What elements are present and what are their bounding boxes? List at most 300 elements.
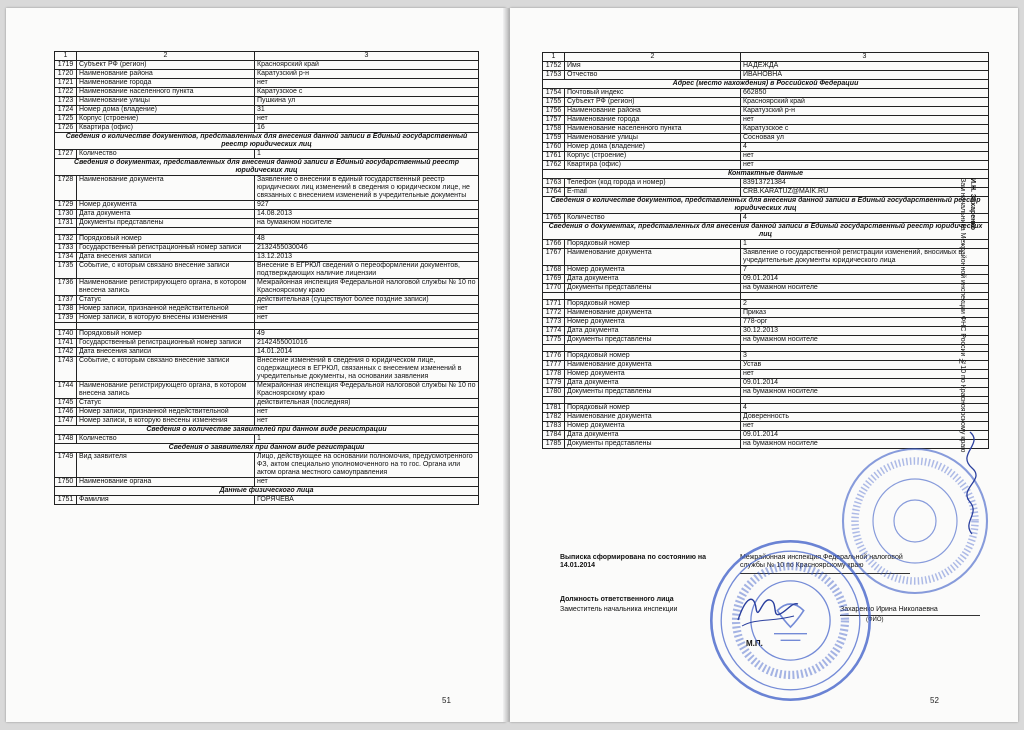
row-number: 1749 (55, 453, 77, 478)
table-row (543, 134, 989, 143)
field-label: Наименование района (77, 70, 255, 79)
row-number: 1724 (55, 106, 77, 115)
field-label: Номер записи, в которую внесены изменения (77, 314, 255, 323)
section-heading: Сведения о количестве документов, представленных для внесения данной записи в Единый государственный реестр юридических лиц (543, 197, 989, 214)
table-row (55, 408, 479, 417)
field-value: 2 (741, 300, 989, 309)
authority-underline (740, 573, 910, 574)
field-label: Порядковый номер (77, 235, 255, 244)
row-number: 1782 (543, 413, 565, 422)
spacer-row (543, 345, 989, 352)
table-row (55, 70, 479, 79)
column-number: 2 (565, 53, 741, 62)
table-row (543, 440, 989, 449)
field-value: 83913721384 (741, 179, 989, 188)
row-number: 1770 (543, 284, 565, 293)
field-value: 927 (255, 201, 479, 210)
field-label: Дата документа (565, 431, 741, 440)
table-row (55, 478, 479, 487)
row-number: 1733 (55, 244, 77, 253)
table-row (543, 188, 989, 197)
field-label: Наименование регистрирующего органа, в котором внесена запись (77, 382, 255, 399)
field-label: Корпус (строение) (565, 152, 741, 161)
field-value: нет (255, 417, 479, 426)
row-number: 1784 (543, 431, 565, 440)
spacer-cell (565, 397, 741, 404)
field-label: Фамилия (77, 496, 255, 505)
field-label: Порядковый номер (77, 330, 255, 339)
row-number: 1757 (543, 116, 565, 125)
table-row (543, 125, 989, 134)
field-value: на бумажном носителе (741, 388, 989, 397)
spacer-cell (255, 228, 479, 235)
field-label: Порядковый номер (565, 404, 741, 413)
table-row (543, 336, 989, 345)
field-value: 31 (255, 106, 479, 115)
field-label: Номер записи, в которую внесены изменения (77, 417, 255, 426)
field-label: Номер документа (565, 318, 741, 327)
table-row (543, 71, 989, 80)
field-value: на бумажном носителе (255, 219, 479, 228)
table-row (543, 404, 989, 413)
spacer-cell (55, 228, 77, 235)
section-heading: Сведения о документах, представленных для внесения данной записи в Единый государственный реестр юридических лиц (543, 223, 989, 240)
row-number: 1743 (55, 357, 77, 382)
row-number: 1741 (55, 339, 77, 348)
field-label: Количество (77, 150, 255, 159)
field-value: нет (255, 478, 479, 487)
spacer-cell (255, 323, 479, 330)
row-number: 1762 (543, 161, 565, 170)
row-number: 1776 (543, 352, 565, 361)
table-row (55, 219, 479, 228)
responsible-position: Заместитель начальника инспекции (560, 606, 678, 613)
table-row (543, 361, 989, 370)
field-label: Событие, с которым связано внесение записи (77, 262, 255, 279)
field-label: Номер дома (владение) (565, 143, 741, 152)
field-value: Межрайонная инспекция Федеральной налоговой службы № 10 по Красноярскому краю (255, 382, 479, 399)
row-number: 1736 (55, 279, 77, 296)
row-number: 1722 (55, 88, 77, 97)
field-value: 14.08.2013 (255, 210, 479, 219)
section-heading-row (543, 170, 989, 179)
field-label: Наименование документа (77, 176, 255, 201)
table-row (543, 284, 989, 293)
field-value: 13.12.2013 (255, 253, 479, 262)
field-value: 14.01.2014 (255, 348, 479, 357)
row-number: 1765 (543, 214, 565, 223)
table-row (543, 107, 989, 116)
field-value: Каратузское с (255, 88, 479, 97)
field-label: Государственный регистрационный номер записи (77, 244, 255, 253)
table-row (543, 116, 989, 125)
row-number: 1758 (543, 125, 565, 134)
table-row (55, 435, 479, 444)
spacer-cell (565, 293, 741, 300)
field-label: Наименование населенного пункта (77, 88, 255, 97)
field-value: Межрайонная инспекция Федеральной налоговой службы № 10 по Красноярскому краю (255, 279, 479, 296)
field-label: Документы представлены (565, 284, 741, 293)
spacer-cell (741, 293, 989, 300)
row-number: 1779 (543, 379, 565, 388)
row-number: 1785 (543, 440, 565, 449)
field-label: Наименование документа (565, 413, 741, 422)
table-row (543, 143, 989, 152)
table-row (55, 61, 479, 70)
section-heading-row (543, 197, 989, 214)
table-row (543, 318, 989, 327)
row-number: 1719 (55, 61, 77, 70)
field-label: Документы представлены (565, 336, 741, 345)
row-number: 1729 (55, 201, 77, 210)
extract-formed-date: Выписка сформирована по состоянию на 14.01.2014 (560, 554, 706, 569)
section-heading-row (55, 159, 479, 176)
table-row (55, 496, 479, 505)
row-number: 1780 (543, 388, 565, 397)
page-number: 52 (930, 696, 939, 705)
row-number: 1742 (55, 348, 77, 357)
field-value: 1 (255, 435, 479, 444)
spacer-cell (741, 397, 989, 404)
column-number: 3 (741, 53, 989, 62)
field-value: 4 (741, 214, 989, 223)
row-number: 1726 (55, 124, 77, 133)
field-value: нет (255, 79, 479, 88)
field-value: Внесение изменений в сведения о юридическом лице, содержащиеся в ЕГРЮЛ, связанных с внесением изменений в учредительные документы, на основании заявления (255, 357, 479, 382)
table-row (543, 352, 989, 361)
table-row (55, 124, 479, 133)
row-number: 1740 (55, 330, 77, 339)
field-label: Квартира (офис) (77, 124, 255, 133)
spacer-cell (543, 293, 565, 300)
field-label: Номер записи, признанной недействительной (77, 408, 255, 417)
section-heading: Контактные данные (543, 170, 989, 179)
field-label: Наименование органа (77, 478, 255, 487)
field-label: Наименование регистрирующего органа, в котором внесена запись (77, 279, 255, 296)
spacer-row (55, 228, 479, 235)
field-label: Наименование района (565, 107, 741, 116)
column-number: 1 (543, 53, 565, 62)
row-number: 1763 (543, 179, 565, 188)
table-row (543, 152, 989, 161)
table-row (543, 240, 989, 249)
section-heading: Сведения о количестве заявителей при данном виде регистрации (55, 426, 479, 435)
row-number: 1731 (55, 219, 77, 228)
row-number: 1752 (543, 62, 565, 71)
spacer-cell (543, 345, 565, 352)
field-label: Наименование населенного пункта (565, 125, 741, 134)
field-value: на бумажном носителе (741, 440, 989, 449)
row-number: 1766 (543, 240, 565, 249)
row-number: 1725 (55, 115, 77, 124)
spacer-cell (543, 397, 565, 404)
field-label: Дата документа (77, 210, 255, 219)
field-label: Наименование документа (565, 361, 741, 370)
row-number: 1774 (543, 327, 565, 336)
table-row (55, 176, 479, 201)
field-value: нет (741, 161, 989, 170)
field-value: нет (255, 408, 479, 417)
field-value: 1 (741, 240, 989, 249)
field-value: Доверенность (741, 413, 989, 422)
section-heading-row (543, 223, 989, 240)
field-value: CRB.KARATUZ@MAIK.RU (741, 188, 989, 197)
section-heading-row (55, 487, 479, 496)
row-number: 1756 (543, 107, 565, 116)
row-number: 1747 (55, 417, 77, 426)
table-row (55, 88, 479, 97)
field-value: Внесение в ЕГРЮЛ сведений о переоформлении документов, подтверждающих наличие лицензии (255, 262, 479, 279)
field-value: Приказ (741, 309, 989, 318)
row-number: 1745 (55, 399, 77, 408)
field-label: Номер документа (77, 201, 255, 210)
spacer-row (55, 323, 479, 330)
field-label: Порядковый номер (565, 240, 741, 249)
field-label: Статус (77, 399, 255, 408)
table-row (55, 339, 479, 348)
spacer-row (543, 293, 989, 300)
field-value: Каратузский р-н (741, 107, 989, 116)
spacer-cell (77, 323, 255, 330)
table-row (55, 115, 479, 124)
field-label: Статус (77, 296, 255, 305)
issuing-authority: Межрайонная инспекция Федеральной налоговой службы № 10 по Красноярскому краю (740, 554, 903, 569)
field-label: Дата документа (565, 327, 741, 336)
row-number: 1768 (543, 266, 565, 275)
field-value: Устав (741, 361, 989, 370)
table-row (543, 62, 989, 71)
field-label: Номер документа (565, 266, 741, 275)
table-row (55, 453, 479, 478)
row-number: 1746 (55, 408, 77, 417)
field-value: нет (741, 370, 989, 379)
row-number: 1720 (55, 70, 77, 79)
table-row (55, 150, 479, 159)
row-number: 1732 (55, 235, 77, 244)
field-value: 4 (741, 404, 989, 413)
side-note-position: Зам начальника Межрайонной инспекции ФНС России №10 по Красноярскому краю (959, 178, 966, 453)
responsible-name: Захаренко Ирина Николаевна (840, 606, 938, 613)
row-number: 1777 (543, 361, 565, 370)
row-number: 1764 (543, 188, 565, 197)
section-heading-row (55, 133, 479, 150)
table-row (55, 348, 479, 357)
field-value: Каратузское с (741, 125, 989, 134)
table-row (55, 279, 479, 296)
field-value: Лицо, действующее на основании полномочия, предусмотренного ФЗ, актом специально уполномоченного на то гос. Органа или актом органа местного самоуправления (255, 453, 479, 478)
field-value: 662850 (741, 89, 989, 98)
field-label: Имя (565, 62, 741, 71)
row-number: 1744 (55, 382, 77, 399)
row-number: 1753 (543, 71, 565, 80)
row-number: 1727 (55, 150, 77, 159)
field-value: НАДЕЖДА (741, 62, 989, 71)
spacer-cell (741, 345, 989, 352)
table-row (543, 179, 989, 188)
row-number: 1761 (543, 152, 565, 161)
field-value: 09.01.2014 (741, 431, 989, 440)
section-heading: Сведения о документах, представленных для внесения данной записи в Единый государственный реестр юридических лиц (55, 159, 479, 176)
field-value: нет (741, 116, 989, 125)
section-heading: Сведения о количестве документов, представленных для внесения данной записи в Единый государственный реестр юридических лиц (55, 133, 479, 150)
field-label: Событие, с которым связано внесение записи (77, 357, 255, 382)
table-row (543, 214, 989, 223)
field-value: нет (741, 422, 989, 431)
row-number: 1723 (55, 97, 77, 106)
row-number: 1738 (55, 305, 77, 314)
row-number: 1737 (55, 296, 77, 305)
table-row (543, 161, 989, 170)
side-note-name: И.Н. Захаренко (969, 178, 976, 231)
column-number: 1 (55, 52, 77, 61)
section-heading: Сведения о заявителях при данном виде регистрации (55, 444, 479, 453)
table-row (55, 79, 479, 88)
table-row (543, 413, 989, 422)
field-label: Квартира (офис) (565, 161, 741, 170)
field-label: Отчество (565, 71, 741, 80)
row-number: 1734 (55, 253, 77, 262)
table-row (55, 210, 479, 219)
section-heading: Данные физического лица (55, 487, 479, 496)
name-underline (840, 615, 980, 616)
section-heading-row (543, 80, 989, 89)
responsible-title: Должность ответственного лица (560, 596, 674, 603)
column-number: 3 (255, 52, 479, 61)
table-row (543, 431, 989, 440)
field-label: Документы представлены (565, 388, 741, 397)
field-value: 48 (255, 235, 479, 244)
table-row (55, 201, 479, 210)
field-value: действительная (существуют более поздние записи) (255, 296, 479, 305)
field-value: 1 (255, 150, 479, 159)
section-heading: Адрес (место нахождения) в Российской Федерации (543, 80, 989, 89)
table-row (55, 262, 479, 279)
field-value: 2132455030046 (255, 244, 479, 253)
field-label: Телефон (код города и номер) (565, 179, 741, 188)
field-label: Документы представлены (565, 440, 741, 449)
field-label: Корпус (строение) (77, 115, 255, 124)
field-value: 09.01.2014 (741, 379, 989, 388)
field-value: нет (255, 305, 479, 314)
field-label: Субъект РФ (регион) (565, 98, 741, 107)
field-label: Количество (77, 435, 255, 444)
table-row (55, 357, 479, 382)
field-value: Красноярский край (255, 61, 479, 70)
field-label: Номер документа (565, 370, 741, 379)
row-number: 1739 (55, 314, 77, 323)
row-number: 1735 (55, 262, 77, 279)
page-number: 51 (442, 696, 451, 705)
field-label: Наименование документа (565, 249, 741, 266)
field-value: 3 (741, 352, 989, 361)
spacer-cell (77, 228, 255, 235)
row-number: 1769 (543, 275, 565, 284)
field-value: Красноярский край (741, 98, 989, 107)
field-label: Номер дома (владение) (77, 106, 255, 115)
table-row (543, 98, 989, 107)
row-number: 1771 (543, 300, 565, 309)
row-number: 1773 (543, 318, 565, 327)
table-row (543, 370, 989, 379)
field-value: на бумажном носителе (741, 284, 989, 293)
page-left (6, 8, 506, 722)
spacer-row (543, 397, 989, 404)
field-value: на бумажном носителе (741, 336, 989, 345)
field-value: ИВАНОВНА (741, 71, 989, 80)
field-value: 09.01.2014 (741, 275, 989, 284)
field-value: 16 (255, 124, 479, 133)
table-row (55, 244, 479, 253)
field-value: Сосновая ул (741, 134, 989, 143)
row-number: 1772 (543, 309, 565, 318)
field-label: Государственный регистрационный номер записи (77, 339, 255, 348)
table-row (543, 309, 989, 318)
table-row (543, 249, 989, 266)
field-label: Дата документа (565, 275, 741, 284)
field-label: Документы представлены (77, 219, 255, 228)
spacer-cell (55, 323, 77, 330)
row-number: 1748 (55, 435, 77, 444)
spacer-cell (565, 345, 741, 352)
row-number: 1755 (543, 98, 565, 107)
field-value: Заявление о внесении в единый государственный реестр юридических лиц изменений в сведения о юридическом лице, не связанных с внесением изменений в учредительные документы (255, 176, 479, 201)
table-row (55, 305, 479, 314)
table-row (55, 97, 479, 106)
row-number: 1778 (543, 370, 565, 379)
table-row (543, 388, 989, 397)
signature-icon (732, 588, 802, 633)
table-row (55, 330, 479, 339)
table-row (543, 266, 989, 275)
column-header-row (55, 52, 479, 61)
field-label: Наименование улицы (77, 97, 255, 106)
table-row (543, 422, 989, 431)
row-number: 1760 (543, 143, 565, 152)
field-label: Номер документа (565, 422, 741, 431)
table-row (543, 89, 989, 98)
field-label: Наименование города (77, 79, 255, 88)
section-heading-row (55, 426, 479, 435)
table-row (55, 314, 479, 323)
register-table-right (542, 52, 989, 449)
register-table-left (54, 51, 479, 505)
row-number: 1783 (543, 422, 565, 431)
field-label: Количество (565, 214, 741, 223)
field-value: 778-орг (741, 318, 989, 327)
table-row (543, 275, 989, 284)
section-heading-row (55, 444, 479, 453)
field-label: Почтовый индекс (565, 89, 741, 98)
field-label: Наименование документа (565, 309, 741, 318)
table-row (55, 417, 479, 426)
row-number: 1754 (543, 89, 565, 98)
table-row (55, 235, 479, 244)
field-value: действительная (последняя) (255, 399, 479, 408)
field-value: 30.12.2013 (741, 327, 989, 336)
field-label: Дата внесения записи (77, 348, 255, 357)
page-right (510, 8, 1018, 722)
field-value: 7 (741, 266, 989, 275)
field-value: нет (255, 314, 479, 323)
field-label: Дата внесения записи (77, 253, 255, 262)
table-row (543, 379, 989, 388)
field-value: Каратузский р-н (255, 70, 479, 79)
field-label: Порядковый номер (565, 352, 741, 361)
field-label: E-mail (565, 188, 741, 197)
row-number: 1767 (543, 249, 565, 266)
field-value: Пушкина ул (255, 97, 479, 106)
row-number: 1730 (55, 210, 77, 219)
